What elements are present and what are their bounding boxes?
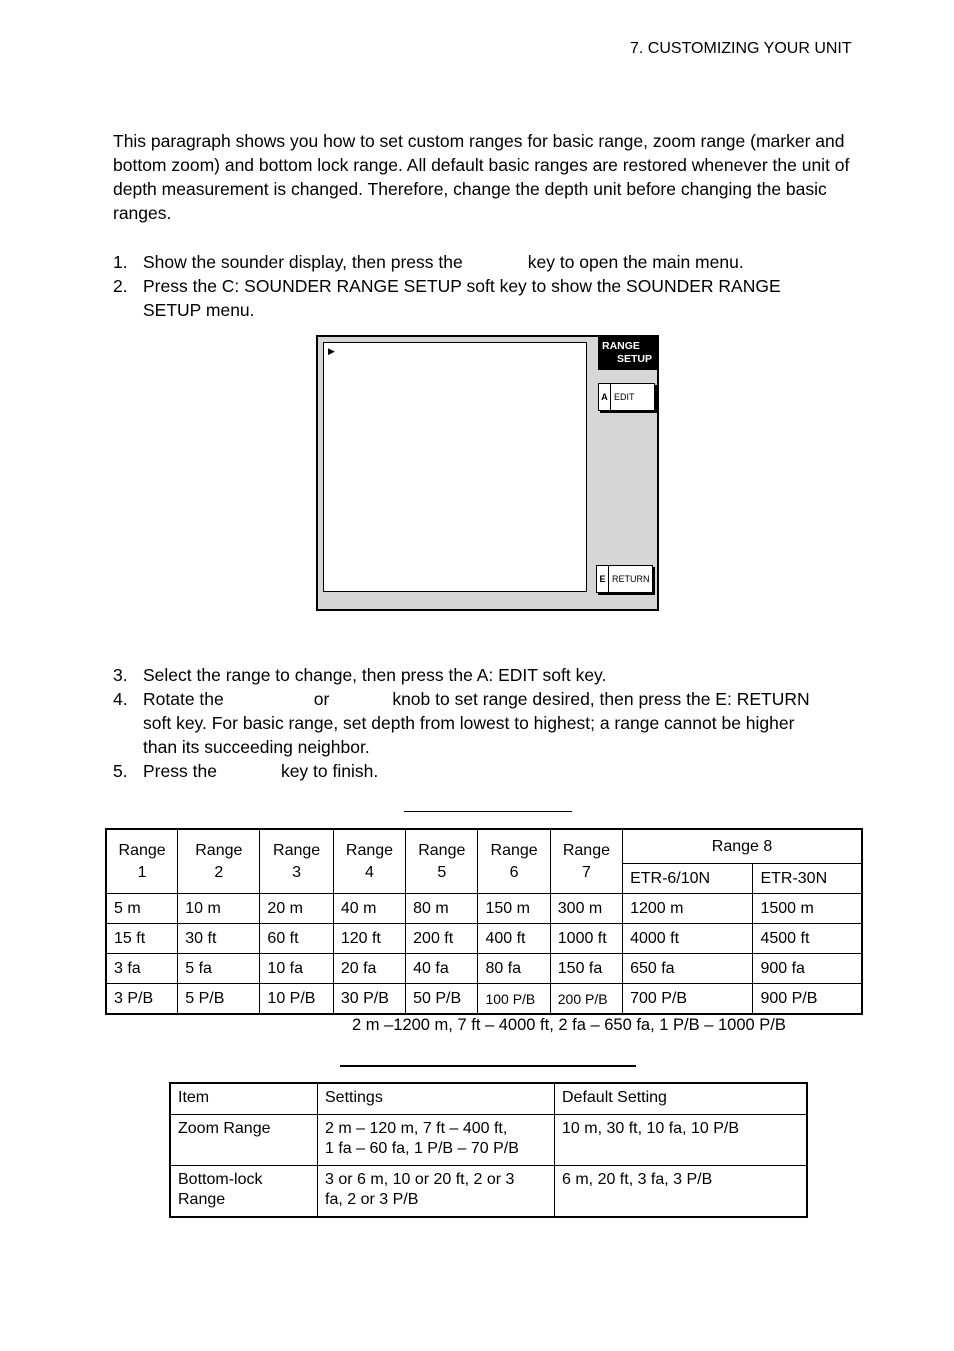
cursor-arrow-icon: ▶ (328, 346, 335, 356)
table-title-underline (340, 1065, 636, 1067)
table-cell: 80 fa (478, 954, 550, 984)
col-header: Range 4 (333, 829, 405, 894)
step-text: Press the C: SOUNDER RANGE SETUP soft key to show the SOUNDER RANGE (143, 276, 781, 296)
menu-title-line2: SETUP (617, 353, 653, 365)
table-cell: 60 ft (260, 924, 333, 954)
col-header: Range 1 (106, 829, 178, 894)
table-cell: 6 m, 20 ft, 3 fa, 3 P/B (555, 1166, 808, 1218)
table-cell: 650 fa (623, 954, 753, 984)
col-header: Range 6 (478, 829, 550, 894)
range-list-area (323, 342, 587, 592)
table-cell: 20 m (260, 894, 333, 924)
table-cell: 5 m (106, 894, 178, 924)
basic-range-table (105, 828, 863, 1015)
col-header: Range 2 (178, 829, 260, 894)
table-cell: 200 ft (406, 924, 478, 954)
step-text: than its succeeding neighbor. (143, 737, 370, 757)
table-cell: Bottom-lock Range (170, 1166, 318, 1218)
softkey-label: RETURN (612, 574, 650, 584)
step-text: Press the (143, 761, 217, 781)
table-cell: 15 ft (106, 924, 178, 954)
table-cell: 100 P/B (478, 984, 550, 1015)
table-cell: 400 ft (478, 924, 550, 954)
table-cell: 1200 m (623, 894, 753, 924)
step-text: Rotate the (143, 689, 224, 709)
table-cell: 5 P/B (178, 984, 260, 1015)
table-cell: 200 P/B (550, 984, 622, 1015)
table-row (106, 954, 862, 984)
table-cell: 20 fa (333, 954, 405, 984)
table-cell: 3 fa (106, 954, 178, 984)
table-cell: 10 fa (260, 954, 333, 984)
step-text: Show the sounder display, then press the (143, 252, 463, 272)
step-text: SETUP menu. (143, 300, 255, 320)
table-row (170, 1115, 807, 1166)
table-cell: 30 P/B (333, 984, 405, 1015)
edit-softkey[interactable] (598, 383, 655, 411)
table-cell: 150 m (478, 894, 550, 924)
table-cell: 50 P/B (406, 984, 478, 1015)
return-softkey[interactable] (596, 565, 653, 593)
step-number: 5. (113, 761, 128, 781)
col-header: Item (170, 1083, 318, 1115)
table-cell: 3 P/B (106, 984, 178, 1015)
sub-header: ETR-30N (753, 864, 862, 894)
step-number: 4. (113, 689, 128, 709)
step-text: key to finish. (280, 761, 379, 781)
table-cell: 80 m (406, 894, 478, 924)
table-cell: 40 m (333, 894, 405, 924)
menu-title-line1: RANGE (602, 340, 640, 352)
col-header: Settings (318, 1083, 555, 1115)
col-header: Range 7 (550, 829, 622, 894)
softkey-letter: E (597, 566, 609, 592)
step-text: key to open the main menu. (527, 252, 744, 272)
table-cell: 10 m (178, 894, 260, 924)
table-row (170, 1166, 807, 1218)
table-cell: 3 or 6 m, 10 or 20 ft, 2 or 3 fa, 2 or 3 P/B (318, 1166, 555, 1218)
table-cell: 10 P/B (260, 984, 333, 1015)
col-header: Range 5 (406, 829, 478, 894)
col-header: Range 3 (260, 829, 333, 894)
sub-header: ETR-6/10N (623, 864, 753, 894)
col-header-range8: Range 8 (623, 829, 862, 864)
running-header: 7. CUSTOMIZING YOUR UNIT (630, 40, 852, 57)
menu-title (598, 336, 658, 370)
table-row (106, 924, 862, 954)
table-cell: 4000 ft (623, 924, 753, 954)
step-text: or (313, 689, 330, 709)
table-cell: 150 fa (550, 954, 622, 984)
step-text: soft key. For basic range, set depth from lowest to highest; a range cannot be higher (143, 713, 795, 733)
intro-paragraph: This paragraph shows you how to set custom ranges for basic range, zoom range (marker and bottom zoom) and bottom lock range. All default basic ranges are restored whenever the unit of depth measurement is changed. Therefore, change the depth unit before changing the basic ranges. (113, 131, 850, 223)
table-cell: Zoom Range (170, 1115, 318, 1166)
table-cell: 1500 m (753, 894, 862, 924)
step-number: 3. (113, 665, 128, 685)
table-row (106, 984, 862, 1015)
table-row (106, 894, 862, 924)
table-cell: 1000 ft (550, 924, 622, 954)
table-cell: 900 fa (753, 954, 862, 984)
table-cell: 4500 ft (753, 924, 862, 954)
step-number: 2. (113, 276, 128, 296)
softkey-letter: A (599, 384, 611, 410)
softkey-label: EDIT (614, 392, 635, 402)
table-cell: 2 m – 120 m, 7 ft – 400 ft, 1 fa – 60 fa, 1 P/B – 70 P/B (318, 1115, 555, 1166)
table-cell: 5 fa (178, 954, 260, 984)
zoom-range-table (169, 1082, 808, 1218)
table-cell: 120 ft (333, 924, 405, 954)
col-header: Default Setting (555, 1083, 808, 1115)
table-cell: 900 P/B (753, 984, 862, 1015)
table-title-underline (404, 811, 572, 812)
step-text: Select the range to change, then press the A: EDIT soft key. (143, 665, 607, 685)
table-cell: 700 P/B (623, 984, 753, 1015)
table-cell: 300 m (550, 894, 622, 924)
range-note: 2 m –1200 m, 7 ft – 4000 ft, 2 fa – 650 fa, 1 P/B – 1000 P/B (352, 1016, 786, 1034)
step-text: knob to set range desired, then press the E: RETURN (392, 689, 810, 709)
table-cell: 40 fa (406, 954, 478, 984)
table-cell: 30 ft (178, 924, 260, 954)
step-number: 1. (113, 252, 128, 272)
table-cell: 10 m, 30 ft, 10 fa, 10 P/B (555, 1115, 808, 1166)
